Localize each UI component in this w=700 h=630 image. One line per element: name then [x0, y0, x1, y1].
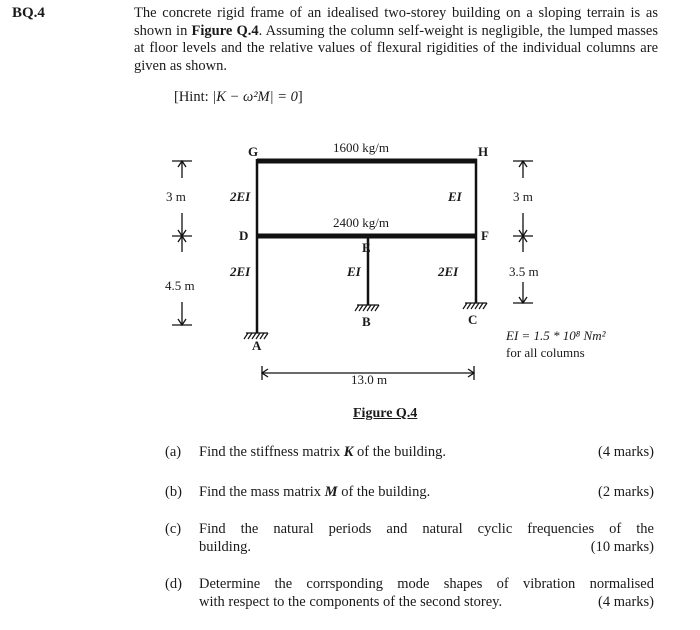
node-g-label: G [248, 144, 259, 159]
part-a-marks: (4 marks) [598, 444, 654, 460]
part-d-line2: with respect to the components of the second storey. [199, 594, 503, 610]
span-label: 13.0 m [351, 372, 388, 387]
symbol-k: K [343, 444, 354, 460]
left-upper-height: 3 m [166, 189, 186, 204]
rigidity-eb: EI [347, 264, 361, 279]
node-c-label: C [468, 312, 478, 327]
part-b-marks: (2 marks) [598, 484, 654, 500]
rigidity-fc: 2EI [438, 264, 459, 279]
part-d-marks: (4 marks) [598, 594, 654, 610]
mid-beam-mass: 2400 kg/m [333, 215, 389, 230]
part-a-text: Find the stiffness matrix K of the building. [199, 444, 447, 460]
part-b-text: Find the mass matrix M of the building. [199, 484, 431, 500]
part-c-line2: building. [199, 539, 251, 555]
hint-prefix: [Hint: [174, 89, 213, 105]
right-dimension-lines [513, 161, 533, 303]
node-a-label: A [252, 338, 262, 353]
ei-value: EI = 1.5 * 10⁸ Nm² [506, 328, 606, 343]
part-c-letter: (c) [165, 521, 182, 537]
node-h-label: H [478, 144, 489, 159]
node-e-label: E [362, 240, 371, 255]
part-b-letter: (b) [165, 484, 182, 500]
rigidity-gd: 2EI [230, 189, 251, 204]
support-c [463, 303, 487, 309]
node-f-label: F [481, 228, 489, 243]
part-a-letter: (a) [165, 444, 182, 460]
question-number: BQ.4 [12, 5, 45, 21]
support-b [355, 305, 379, 311]
part-c-line1: Find the natural periods and natural cyclic frequencies of the [199, 521, 654, 537]
node-d-label: D [239, 228, 249, 243]
symbol-m: M [324, 484, 338, 500]
part-d-letter: (d) [165, 576, 182, 592]
intro-text-2: . Assuming the column self-weight is negligible, the lumped masses at floor levels and the relative values of flexural rigidities of the individual columns are given as shown. [134, 22, 658, 74]
part-d [165, 576, 665, 612]
right-upper-height: 3 m [513, 189, 533, 204]
left-lower-height: 4.5 m [165, 278, 195, 293]
figure-reference: Figure Q.4 [191, 22, 259, 39]
hint-suffix: ] [297, 89, 303, 105]
left-dimension-lines [172, 161, 192, 325]
part-c-marks: (10 marks) [590, 539, 654, 555]
right-lower-height: 3.5 m [509, 264, 539, 279]
rigidity-hf: EI [448, 189, 462, 204]
hint-formula: |K − ω²M| = 0 [212, 89, 298, 105]
rigidity-da: 2EI [230, 264, 251, 279]
ei-note: for all columns [506, 345, 585, 360]
top-beam-mass: 1600 kg/m [333, 140, 389, 155]
part-d-line1: Determine the corrsponding mode shapes of vibration normalised [199, 576, 654, 592]
node-b-label: B [362, 314, 371, 329]
intro-text-1: The concrete rigid frame of an idealised two-storey building on a sloping terrain is as shown in [134, 5, 658, 39]
figure-caption: Figure Q.4 [353, 406, 418, 421]
